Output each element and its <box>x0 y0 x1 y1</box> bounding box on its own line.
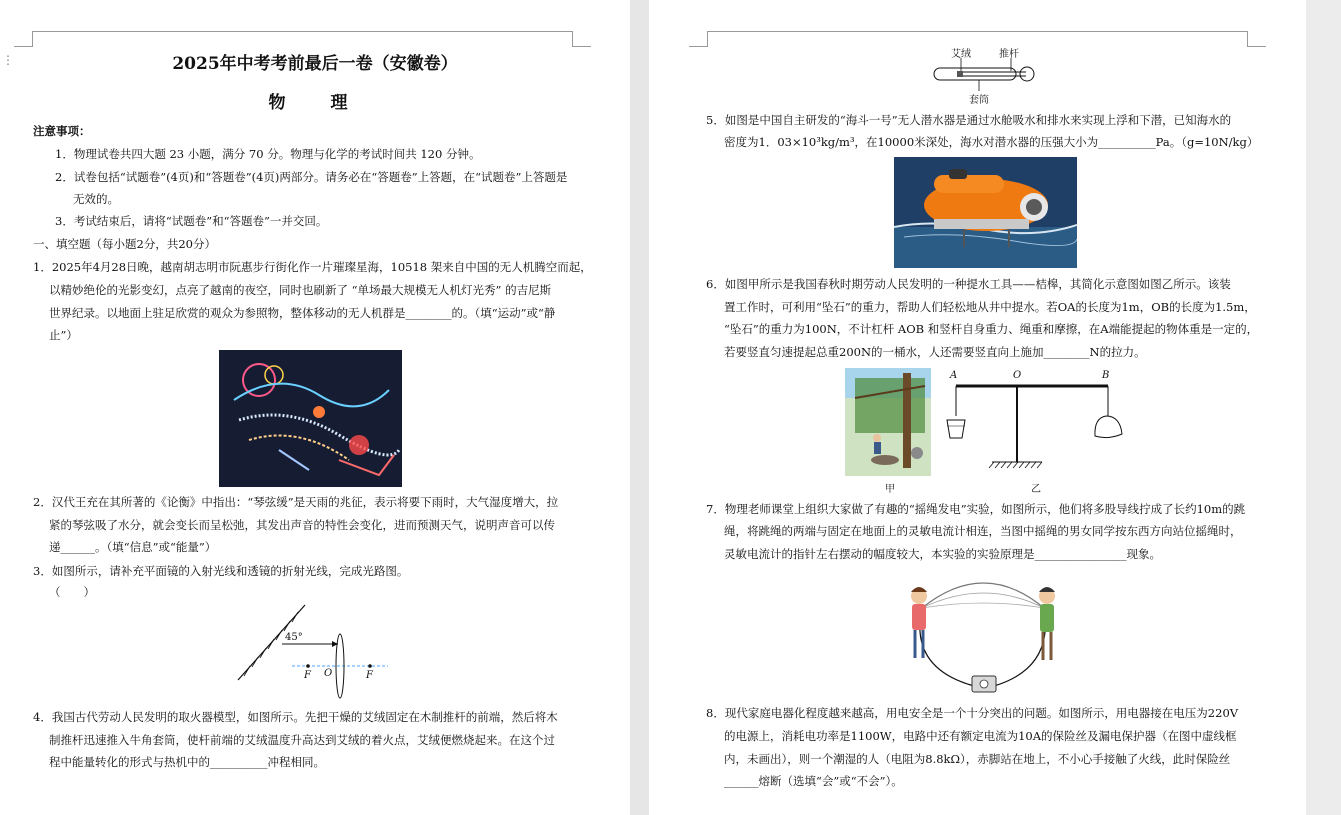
notice-line: 2．试卷包括“试题卷”(4页)和“答题卷”(4页)两部分。请务必在“答题卷”上答题，在“试题卷”上答题是 <box>55 170 568 184</box>
optics-diagram <box>230 600 390 705</box>
label-tui-gan: 推杆 <box>999 49 1019 60</box>
question-line: 置工作时，可利用“坠石”的重力，帮助人们轻松地从井中提水。若OA的长度为1m，OB的长度为1.5m， <box>724 300 1256 314</box>
question-line: 8．现代家庭电器化程度越来越高，用电安全是一个十分突出的问题。如图所示，用电器接在电压为220V <box>706 706 1239 720</box>
question-line: 递______。（填“信息”或“能量”） <box>49 540 217 554</box>
page-left <box>0 0 630 815</box>
label-ai-rong: 艾绒 <box>951 49 971 60</box>
drone-show-photo <box>219 350 402 487</box>
label-tao-tong: 套筒 <box>969 95 989 106</box>
viewer-background-right <box>1306 0 1341 815</box>
question-line: 绳，将跳绳的两端与固定在地面上的灵敏电流计相连，当图中摇绳的男女同学按东西方向站位摇绳时， <box>724 524 1242 538</box>
notice-line: 3．考试结束后，请将“试题卷”和“答题卷”一并交回。 <box>55 214 328 228</box>
corner-mark-top-left <box>689 31 708 47</box>
lever-diagram <box>942 372 1127 480</box>
lever-point-a: A <box>950 370 958 381</box>
question-line: ______熔断（选填“会”或“不会”）。 <box>724 774 903 788</box>
question-line: 灵敏电流计的指针左右摆动的幅度较大，本实验的实验原理是________________现象。 <box>724 547 1161 561</box>
question-line: 3．如图所示，请补充平面镜的入射光线和透镜的折射光线，完成光路图。 <box>33 564 409 578</box>
submarine-photo <box>894 157 1077 268</box>
corner-mark-top-left <box>14 31 33 47</box>
question-line: 6．如图甲所示是我国春秋时期劳动人民发明的一种提水工具——桔槔，其简化示意图如图乙所示。该装 <box>706 277 1231 291</box>
fire-piston-diagram <box>929 43 1044 105</box>
focus-label-right: F <box>366 670 373 681</box>
question-line: 2．汉代王充在其所著的《论衡》中指出：“琴弦缓”是天雨的兆征，表示将要下雨时，大气湿度增大，拉 <box>33 495 559 509</box>
lever-point-b: B <box>1102 370 1110 381</box>
question-line: 以精妙绝伦的光影变幻，点亮了越南的夜空，同时也刷新了 “单场最大规模无人机灯光秀” 的吉尼斯 <box>49 283 552 297</box>
question-line: 密度为1．03×10³kg/m³，在10000米深处，海水对潜水器的压强大小为__________Pa。（g=10N/kg） <box>724 135 1259 149</box>
question-line: 4．我国古代劳动人民发明的取火器模型，如图所示。先把干燥的艾绒固定在木制推杆的前端，然后将木 <box>33 710 558 724</box>
question-line: 1．2025年4月28日晚，越南胡志明市阮惠步行街化作一片璀璨星海，10518 架来自中国的无人机腾空而起， <box>33 260 592 274</box>
notice-line: 1．物理试卷共四大题 23 小题，满分 70 分。物理与化学的考试时间共 120 分钟。 <box>55 147 481 161</box>
page-right <box>649 0 1306 815</box>
question-line: 世界纪录。以地面上驻足欣赏的观众为参照物，整体移动的无人机群是________的。（填“运动”或“静 <box>49 306 556 320</box>
optical-center-label: O <box>324 668 333 679</box>
question-line: 5．如图是中国自主研发的“海斗一号”无人潜水器是通过水舱吸水和排水来实现上浮和下潜，已知海水的 <box>706 113 1232 127</box>
section-heading: 一、填空题（每小题2分，共20分） <box>33 237 216 251</box>
question-line: 的电源上，消耗电功率是1100W，电路中还有额定电流为10A的保险丝及漏电保护器（在图中虚线框 <box>724 729 1237 743</box>
corner-line-top <box>707 31 1247 32</box>
notice-line: 无效的。 <box>73 192 119 206</box>
question-line: 内，未画出），则一个潮湿的人（电阻为8.8kΩ），赤脚站在地上，不小心手接触了火线，此时保险丝 <box>724 752 1231 766</box>
exam-subject: 物 理 <box>268 93 362 113</box>
drag-handle[interactable]: ⋮ <box>2 53 14 67</box>
question-line: 7．物理老师课堂上组织大家做了有趣的“摇绳发电”实验，如图所示，他们将多股导线拧成了长约10m的跳 <box>706 502 1246 516</box>
well-sweep-illustration <box>845 368 931 476</box>
rope-generator-illustration <box>904 568 1064 700</box>
lever-point-o: O <box>1013 370 1022 381</box>
answer-blank: （ ） <box>49 585 95 599</box>
angle-label: 45° <box>285 632 303 643</box>
figure-label-jia: 甲 <box>885 484 895 495</box>
corner-line-top-left <box>32 31 572 32</box>
exam-title: 2025年中考考前最后一卷（安徽卷） <box>172 54 458 74</box>
question-line: 程中能量转化的形式与热机中的__________冲程相同。 <box>49 755 325 769</box>
question-line: 制推杆迅速推入牛角套筒，使杆前端的艾绒温度升高达到艾绒的着火点，艾绒便燃烧起来。在这个过 <box>49 733 555 747</box>
corner-mark-top-right <box>1247 31 1266 47</box>
question-line: 若要竖直匀速提起总重200N的一桶水，人还需要竖直向上施加________N的拉力。 <box>724 345 1146 359</box>
notice-heading: 注意事项： <box>33 124 91 138</box>
focus-label-left: F <box>304 670 311 681</box>
figure-label-yi: 乙 <box>1031 484 1041 495</box>
corner-mark-top-right <box>572 31 591 47</box>
question-line: “坠石”的重力为100N，不计杠杆 AOB 和竖杆自身重力、绳重和摩擦，在A端能提起的物体重是一定的， <box>724 322 1259 336</box>
page-gap <box>630 0 649 815</box>
question-line: 止”） <box>49 328 78 342</box>
question-line: 紧的琴弦吸了水分，就会变长而呈松弛，其发出声音的特性会变化，进而预测天气，说明声音可以传 <box>49 518 555 532</box>
